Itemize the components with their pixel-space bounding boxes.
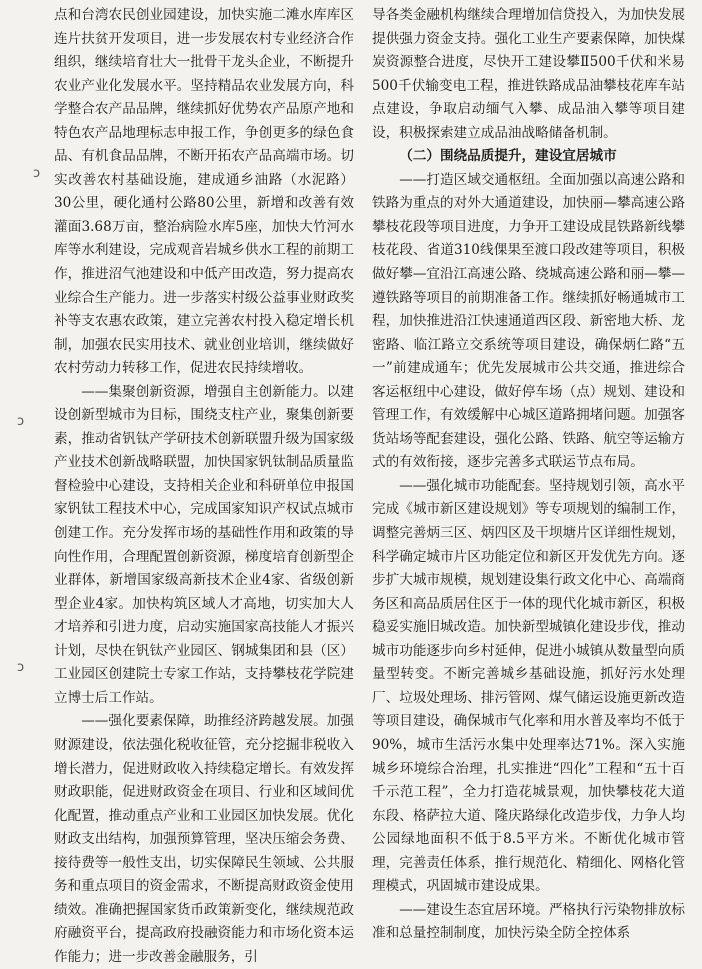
right-column <box>372 4 685 946</box>
binding-hole-mark: ɔ <box>17 660 25 675</box>
paragraph-factor-guarantee: ——强化要素保障，助推经济跨越发展。加强财源建设，依法强化税收征管，充分挖掘非税收入增长潜力，促进财政收入持续稳定增长。有效发挥财政职能，促进财政资金在项目、行业和区域间优化配置，推动重点产业和工业园区加快发展。优化财政支出结构，加强预算管理，坚决压缩会务费、接待费等一般性支出，切实保障民生领域、公共服务和重点项目的资金需求，不断提高财政资金使用绩效。准确把握国家货币政策新变化，继续规范政府融资平台，提高政府投融资能力和市场化资本运作能力；进一步改善金融服务，引 <box>54 713 354 965</box>
continued-paragraph: 导各类金融机构继续合理增加信贷投入，为加快发展提供强力资金支持。强化工业生产要素保障，加快煤炭资源整合进度，尽快开工建设攀Ⅱ500千伏和米易500千伏输变电工程，推进铁路成品油攀枝花库车站点建设，争取启动缅气入攀、成品油入攀等项目建设，积极探索建立成品油战略储备机制。 <box>372 7 685 141</box>
section-heading: （二）围绕品质提升，建设宜居城市 <box>399 148 617 165</box>
binding-hole-mark: ↄ <box>17 414 25 429</box>
continued-paragraph: 点和台湾农民创业园建设，加快实施二滩水库库区连片扶贫开发项目，进一步发展农村专业经济合作组织，继续培育壮大一批骨干龙头企业，不断提升农业产业化发展水平。坚持精品农业发展方向，科学整合农产品品牌，继续抓好优势农产品原产地和特色农产品地理标志申报工作，争创更多的绿色食品、有机食品品牌，不断开拓农产品高端市场。切实改善农村基础设施，建成通乡油路（水泥路）30公里，硬化通村公路80公里，新增和改善有效灌面3.68万亩，整治病险水库5座，加快大竹河水库等水利建设，完成观音岩城乡供水工程的前期工作，推进沼气池建设和中低产田改造，努力提高农业综合生产能力。进一步落实村级公益事业财政奖补等支农惠农政策，建立完善农村投入稳定增长机制，加强农民实用技术、就业创业培训，继续做好农村劳动力转移工作，促进农民持续增收。 <box>54 7 354 377</box>
paragraph-city-function: ——强化城市功能配套。坚持规划引领，高水平完成《城市新区建设规划》等专项规划的编制工作，调整完善炳三区、炳四区及干坝塘片区详细性规划，科学确定城市片区功能定位和新区开发优先方向。逐步扩大城市规模，规划建设集行政文化中心、高端商务区和高品质居住区于一体的现代化城市新区，积极稳妥实施旧城改造。加快新型城镇化建设步伐，推动城市功能逐步向乡村延伸，促进小城镇从数量型向质量型转变。不断完善城乡基础设施，抓好污水处理厂、垃圾处理场、排污管网、煤气储运设施更新改造等项目建设，确保城市气化率和用水普及率均不低于90%，城市生活污水集中处理率达71%。深入实施城乡环境综合治理，扎实推进“四化”工程和“五十百千示范工程”，全力打造花城景观，加快攀枝花大道东段、格萨拉大道、隆庆路绿化改造步伐，力争人均公园绿地面积不低于8.5平方米。不断优化城市管理，完善责任体系，推行规范化、精细化、网格化管理模式，巩固城市建设成果。 <box>372 477 685 895</box>
paragraph-transport-hub: ——打造区域交通枢纽。全面加强以高速公路和铁路为重点的对外大通道建设，加快丽—攀高速公路攀枝花段等项目进度，力争开工建设成昆铁路新线攀枝花段、省道310线倮果至渡口段改建等项目，积极做好攀—宜沿江高速公路、绕城高速公路和丽—攀—遵铁路等项目的前期准备工作。继续抓好畅通城市工程，加快推进沿江快速通道西区段、新密地大桥、龙密路、临江路立交系统等项目建设，确保炳仁路“五一”前建成通车；优先发展城市公共交通，推进综合客运枢纽中心建设，做好停车场（点）规划、建设和管理工作，有效缓解中心城区道路拥堵问题。加强客货站场等配套建设，强化公路、铁路、航空等运输方式的有效衔接，逐步完善多式联运节点布局。 <box>372 171 685 471</box>
paragraph-eco-environment: ——建设生态宜居环境。严格执行污染物排放标准和总量控制制度，加快污染全防全控体系 <box>372 901 685 942</box>
paragraph-innovation: ——集聚创新资源，增强自主创新能力。以建设创新型城市为目标，围绕支柱产业，聚集创新要素，推动省钒钛产学研技术创新联盟升级为国家级产业技术创新战略联盟，加快国家钒钛制品质量监督检验中心建设，支持相关企业和科研单位申报国家钒钛工程技术中心，完成国家知识产权试点城市创建工作。充分发挥市场的基础性作用和政策的导向性作用，合理配置创新资源，梯度培育创新型企业群体，新增国家级高新技术企业4家、省级创新型企业4家。加快构筑区域人才高地，切实加大人才培养和引进力度，启动实施国家高技能人才振兴计划，尽快在钒钛产业园区、钢城集团和县（区）工业园区创建院士专家工作站，支持攀枝花学院建立博士后工作站。 <box>54 383 354 706</box>
binding-hole-mark: ɔ <box>33 166 41 181</box>
left-column <box>54 4 354 969</box>
